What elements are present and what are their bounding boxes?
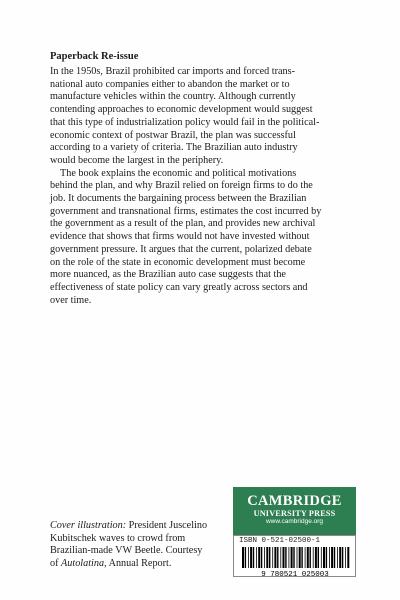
barcode-digits: 9 780521 025003 — [261, 571, 329, 577]
barcode-bar — [326, 547, 327, 568]
barcode-bar — [242, 547, 244, 568]
paragraph-2 — [50, 168, 368, 308]
text-line: effectiveness of state policy can vary greatly across sectors and — [50, 281, 308, 293]
barcode-bar — [280, 547, 281, 568]
barcode-bar — [248, 547, 249, 568]
paragraph-1 — [50, 66, 368, 168]
text-line: evidence that shows that firms would not have invested without — [50, 231, 310, 243]
barcode-bar — [318, 547, 319, 568]
barcode-bar — [310, 547, 311, 568]
caption-source: Autolatina, — [61, 557, 107, 569]
caption-line-2: Kubitschek waves to crowd from — [50, 532, 186, 544]
barcode-bar — [313, 547, 314, 568]
text-line: job. It documents the bargaining process between the Brazilian — [50, 193, 307, 205]
barcode-bar — [293, 547, 294, 568]
barcode-bar — [345, 547, 346, 568]
isbn-block — [233, 535, 356, 577]
barcode-bar — [277, 547, 278, 568]
barcode-bar — [331, 547, 333, 568]
barcode-bar — [342, 547, 343, 568]
cover-illustration-caption — [50, 520, 240, 570]
barcode-bar — [315, 547, 317, 568]
barcode-bar — [283, 547, 285, 568]
text-line: more nuanced, as the Brazilian auto case suggests that the — [50, 269, 286, 281]
barcode-bar — [329, 547, 330, 568]
barcode-bar — [256, 547, 257, 568]
barcode-bar — [250, 547, 252, 568]
publisher-url: www.cambridge.org — [265, 518, 324, 525]
caption-label: Cover illustration: — [50, 520, 127, 531]
barcode-bar — [269, 547, 270, 568]
barcode-bar — [299, 547, 301, 568]
caption-line-3: Brazilian-made VW Beetle. Courtesy — [50, 545, 203, 557]
text-line: In the 1950s, Brazil prohibited car imports and forced trans- — [50, 66, 295, 77]
barcode-bar — [266, 547, 268, 568]
text-line: that this type of industrialization policy would fail in the political- — [50, 116, 320, 128]
barcode-bar — [337, 547, 338, 568]
section-heading: Paperback Re-issue — [50, 51, 139, 62]
caption-line-1: Cover illustration: President Juscelino — [50, 520, 208, 531]
barcode-bar — [339, 547, 341, 568]
barcode-bar — [253, 547, 254, 568]
barcode-bar — [323, 547, 325, 568]
barcode-bar — [245, 547, 246, 568]
text-line: government pressure. It argues that the current, polarized debate — [50, 243, 312, 255]
text-line: would become the largest in the periphery. — [50, 154, 224, 166]
barcode-bars — [242, 547, 349, 568]
text-line: behind the plan, and why Brazil relied on foreign firms to do the — [50, 180, 313, 192]
text-line: on the role of the state in economic development must become — [50, 256, 306, 268]
description-text — [50, 66, 368, 307]
caption-line-4: of Autolatina, Annual Report. — [50, 557, 172, 569]
barcode — [237, 547, 354, 577]
text-line: the government as a result of the plan, and provides new archival — [50, 218, 316, 230]
isbn-label: ISBN 0-521-02500-1 — [239, 537, 321, 545]
text-line: economic context of postwar Brazil, the plan was successful — [50, 129, 296, 141]
publisher-subtitle: UNIVERSITY PRESS — [253, 509, 336, 518]
text-line: manufacture vehicles within the country. Although currently — [50, 91, 296, 103]
text-line: government and transnational firms, estimates the cost incurred by — [50, 205, 322, 217]
publisher-name: CAMBRIDGE — [247, 493, 342, 509]
publisher-logo — [233, 487, 356, 535]
text-line: contending approaches to economic development would suggest — [50, 104, 313, 116]
barcode-bar — [307, 547, 309, 568]
barcode-bar — [297, 547, 298, 568]
barcode-bar — [347, 547, 349, 568]
text-line: over time. — [50, 294, 92, 306]
barcode-bar — [291, 547, 293, 568]
barcode-bar — [272, 547, 273, 568]
barcode-bar — [258, 547, 260, 568]
barcode-bar — [301, 547, 302, 568]
barcode-bar — [261, 547, 262, 568]
barcode-bar — [264, 547, 265, 568]
barcode-bar — [305, 547, 306, 568]
text-line: according to a variety of criteria. The Brazilian auto industry — [50, 142, 298, 154]
barcode-bar — [334, 547, 335, 568]
barcode-bar — [289, 547, 290, 568]
text-line: national auto companies either to abandon the market or to — [50, 78, 290, 90]
barcode-bar — [274, 547, 276, 568]
barcode-bar — [321, 547, 322, 568]
barcode-bar — [285, 547, 286, 568]
text-line: The book explains the economic and political motivations — [60, 167, 297, 179]
